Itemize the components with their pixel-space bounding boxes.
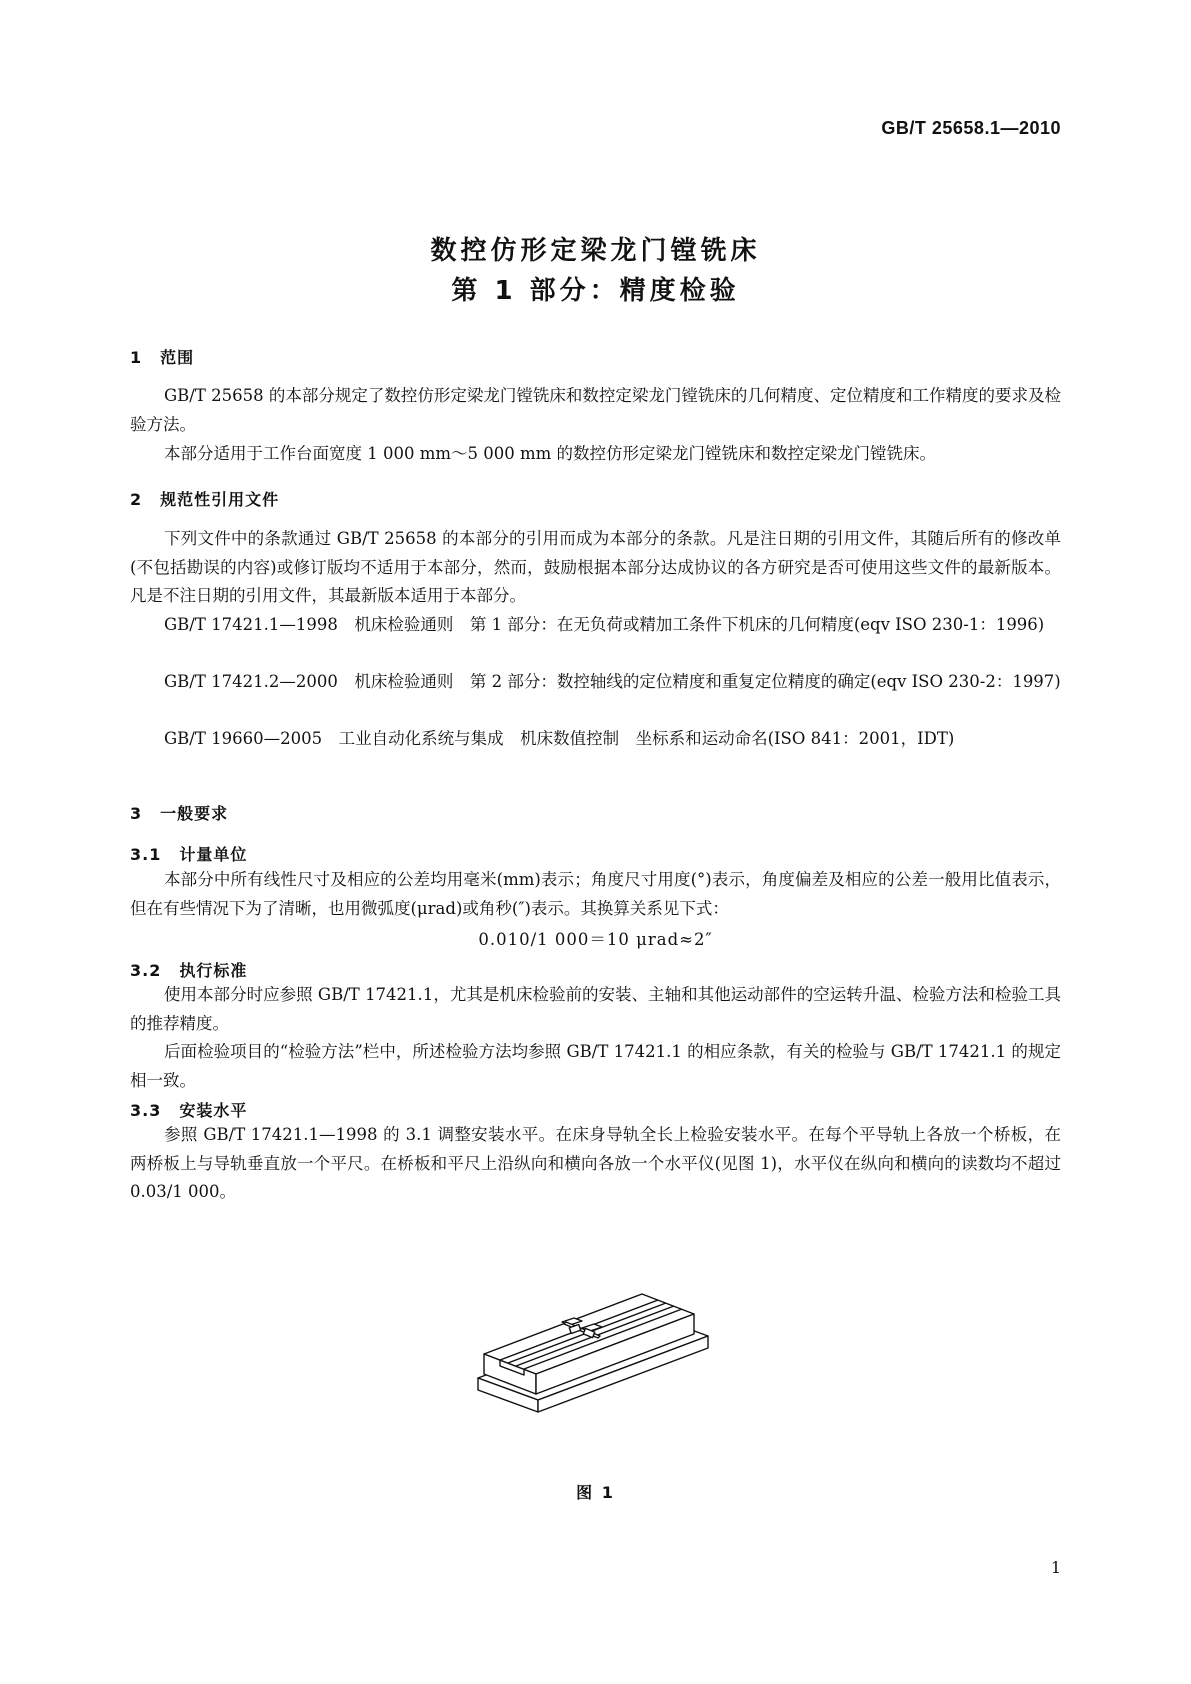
- section-2-paragraph-1: 下列文件中的条款通过 GB/T 25658 的本部分的引用而成为本部分的条款。凡是注日期的引用文件，其随后所有的修改单(不包括勘误的内容)或修订版均不适用于本部分，然而，鼓励根据本部分达成协议的各方研究是否可使用这些文件的最新版本。凡是不注日期的引用文件，其最新版本适用于本部分。: [130, 529, 1061, 605]
- section-title: 范围: [160, 348, 195, 367]
- section-3-1-heading: [130, 842, 247, 865]
- section-1-paragraph-1: GB/T 25658 的本部分规定了数控仿形定梁龙门镗铣床和数控定梁龙门镗铣床的几何精度、定位精度和工作精度的要求及检验方法。: [130, 386, 1061, 434]
- section-title: 规范性引用文件: [160, 490, 280, 509]
- section-2-heading: [130, 487, 279, 510]
- reference-gbt-17421-2: GB/T 17421.2—2000 机床检验通则 第 2 部分：数控轴线的定位精度和重复定位精度的确定(eqv ISO 230-2：1997): [164, 672, 1061, 691]
- section-3-1-paragraph: 本部分中所有线性尺寸及相应的公差均用毫米(mm)表示；角度尺寸用度(°)表示，角度偏差及相应的公差一般用比值表示，但在有些情况下为了清晰，也用微弧度(μrad)或角秒(″)表示。其换算关系见下式：: [130, 870, 1061, 918]
- section-3-2-heading: [130, 958, 247, 981]
- section-1-heading: [130, 345, 194, 368]
- section-number: 3.2: [130, 961, 162, 980]
- section-number: 2: [130, 490, 143, 509]
- section-3-3-heading: [130, 1098, 247, 1121]
- reference-gbt-19660: GB/T 19660—2005 工业自动化系统与集成 机床数值控制 坐标系和运动命名(ISO 841：2001，IDT): [164, 729, 955, 748]
- section-number: 3: [130, 804, 143, 823]
- section-3-3-paragraph: 参照 GB/T 17421.1—1998 的 3.1 调整安装水平。在床身导轨全长上检验安装水平。在每个平导轨上各放一个桥板，在两桥板上与导轨垂直放一个平尺。在桥板和平尺上沿纵向和横向各放一个水平仪(见图 1)，水平仪在纵向和横向的读数均不超过 0.03/1 000。: [130, 1125, 1061, 1201]
- document-title: 数控仿形定梁龙门镗铣床: [430, 236, 761, 266]
- page-number: 1: [1050, 1558, 1061, 1577]
- section-3-2-paragraph-1: 使用本部分时应参照 GB/T 17421.1，尤其是机床检验前的安装、主轴和其他运动部件的空运转升温、检验方法和检验工具的推荐精度。: [130, 985, 1061, 1033]
- section-title: 一般要求: [160, 804, 229, 823]
- section-title: 计量单位: [179, 845, 248, 864]
- section-number: 1: [130, 348, 143, 367]
- section-3-2-paragraph-2: 后面检验项目的“检验方法”栏中，所述检验方法均参照 GB/T 17421.1 的相应条款，有关的检验与 GB/T 17421.1 的规定相一致。: [130, 1042, 1061, 1090]
- section-number: 3.1: [130, 845, 162, 864]
- figure-1-bed-leveling-diagram: [470, 1280, 730, 1430]
- section-1-paragraph-2: 本部分适用于工作台面宽度 1 000 mm～5 000 mm 的数控仿形定梁龙门镗铣床和数控定梁龙门镗铣床。: [164, 444, 937, 463]
- section-number: 3.3: [130, 1101, 162, 1120]
- conversion-formula: 0.010/1 000＝10 μrad≈2″: [478, 930, 713, 949]
- figure-caption: 图 1: [576, 1483, 615, 1502]
- section-title: 安装水平: [179, 1101, 248, 1120]
- standard-number: GB/T 25658.1—2010: [881, 118, 1061, 138]
- section-3-heading: [130, 801, 228, 824]
- reference-gbt-17421-1: GB/T 17421.1—1998 机床检验通则 第 1 部分：在无负荷或精加工条件下机床的几何精度(eqv ISO 230-1：1996): [164, 615, 1045, 634]
- section-title: 执行标准: [179, 961, 248, 980]
- document-subtitle: 第 1 部分：精度检验: [451, 276, 740, 306]
